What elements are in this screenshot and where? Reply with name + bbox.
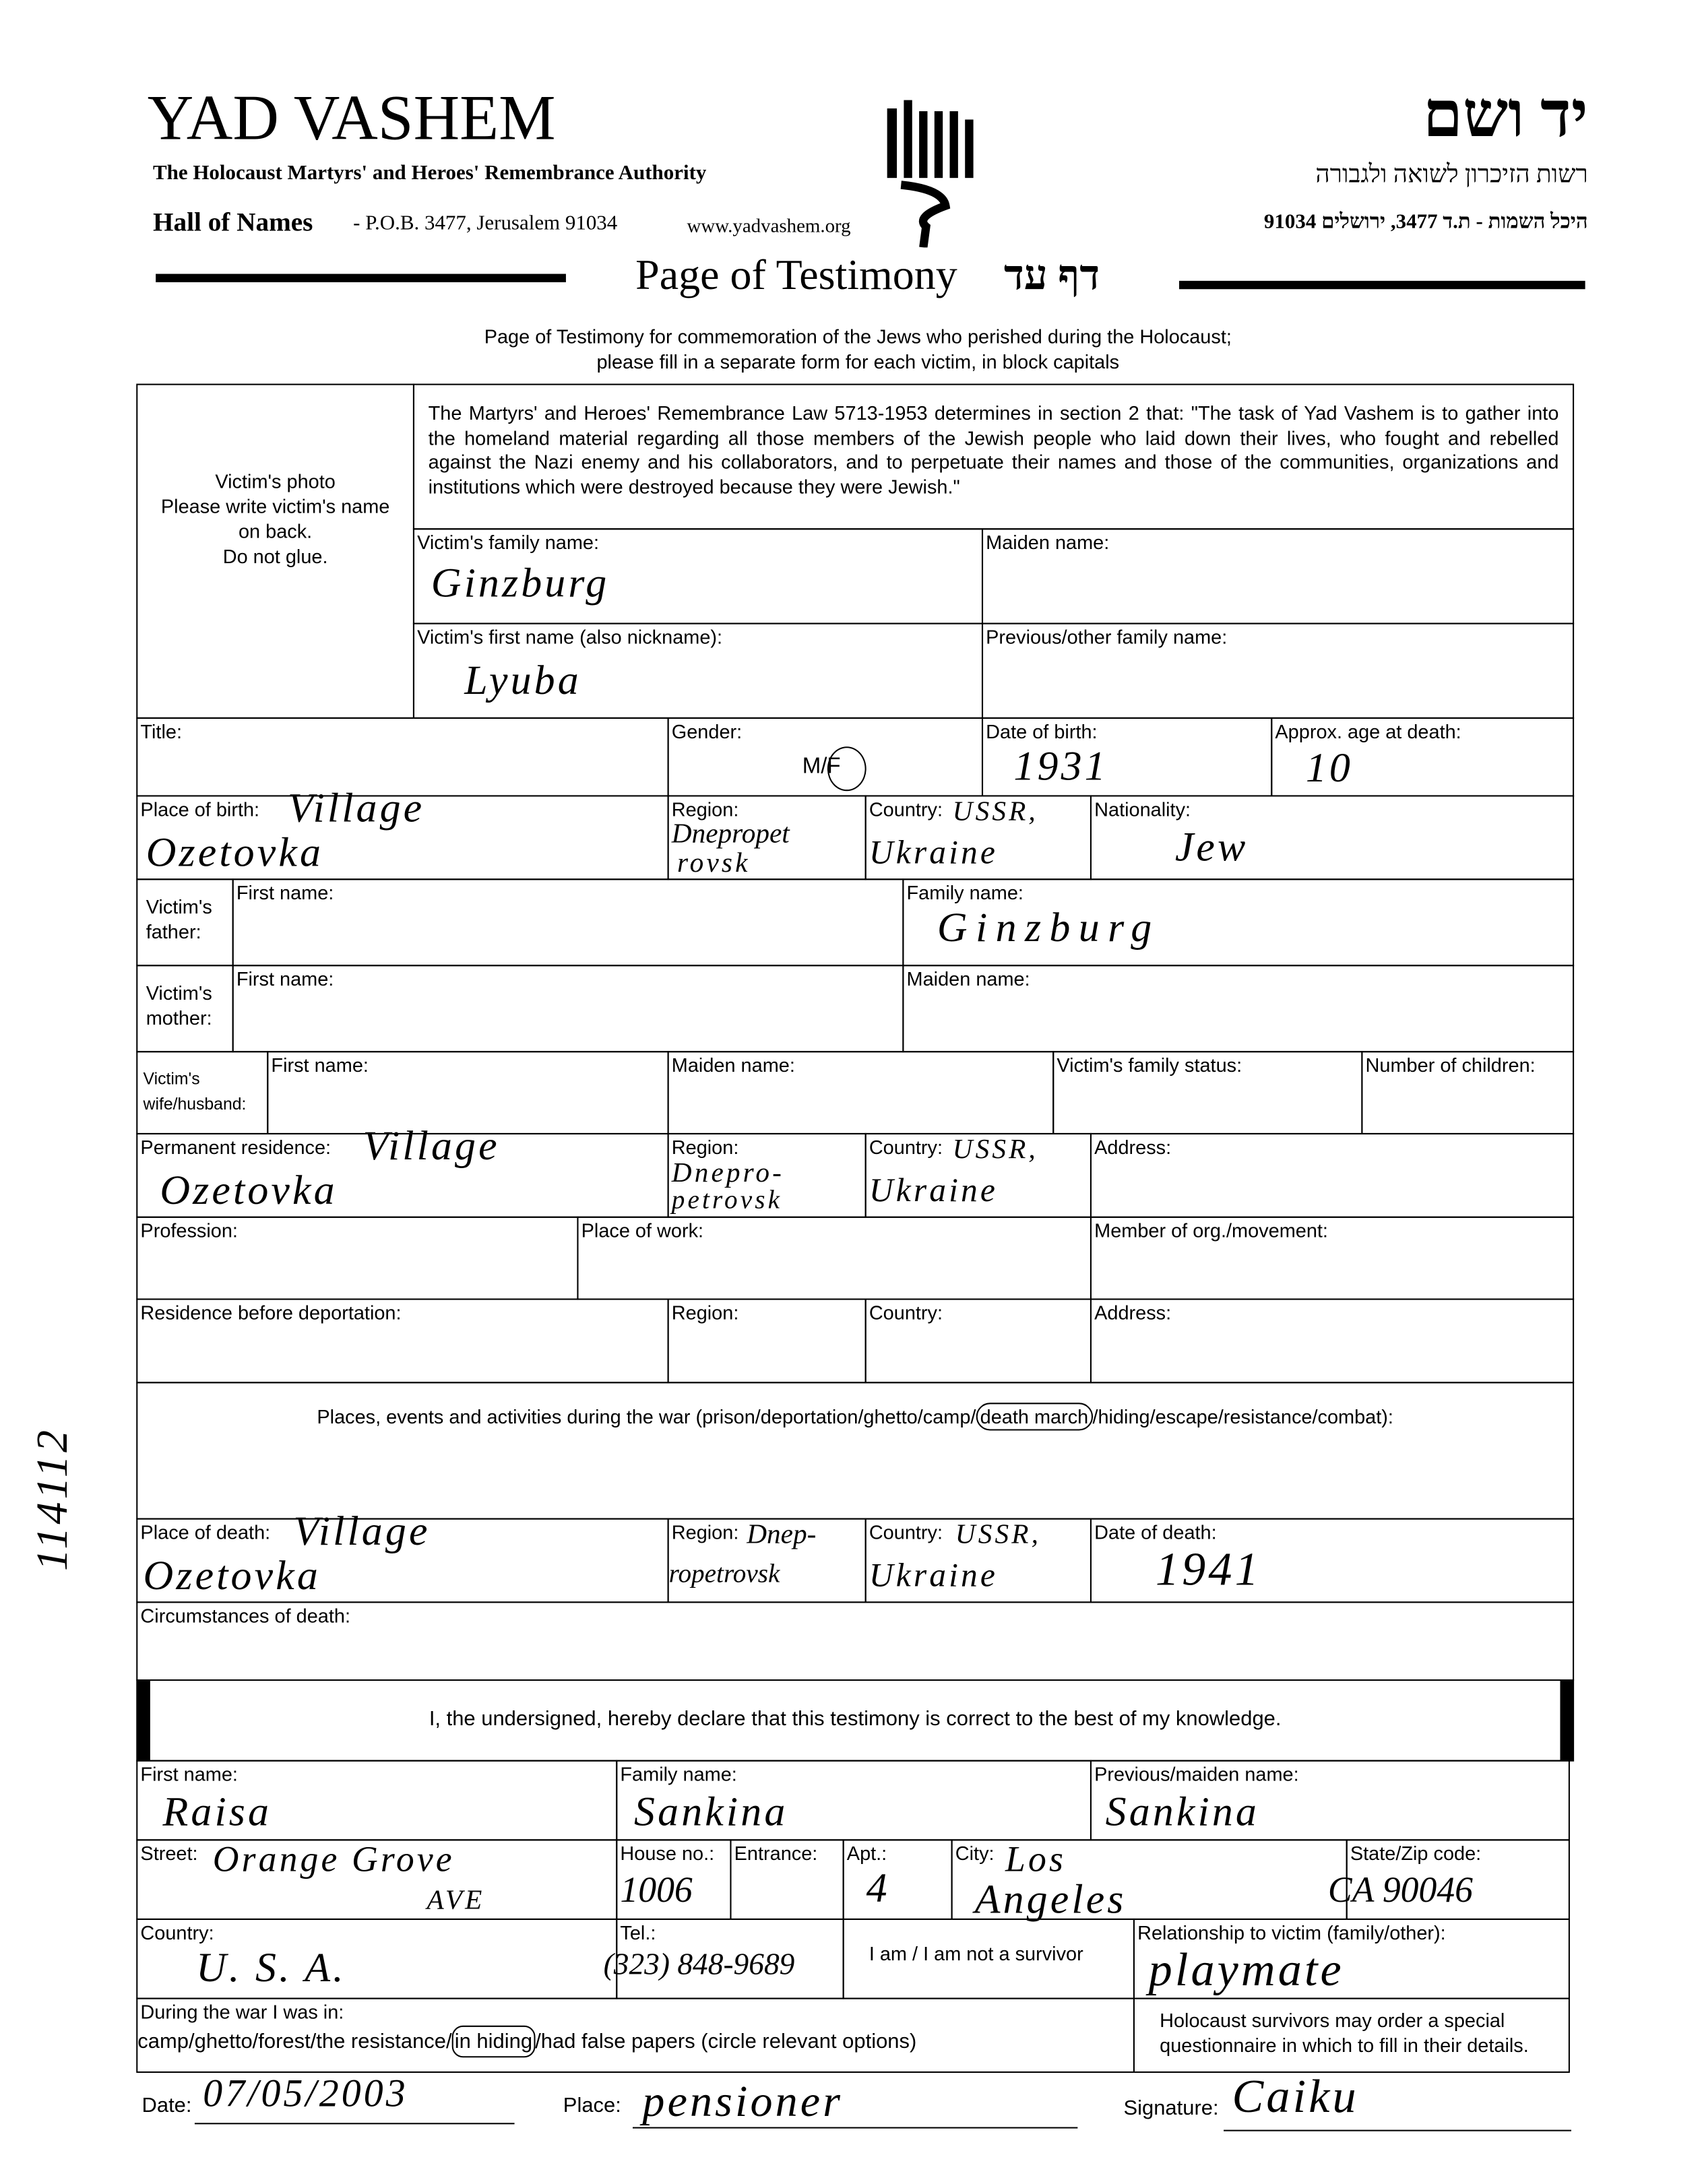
submitter-previous-name-field[interactable] [1090, 1760, 1570, 1841]
label: Permanent residence: [140, 1136, 332, 1159]
submitter-country-field[interactable] [136, 1919, 617, 1999]
label: Number of children: [1365, 1054, 1536, 1077]
photo-instruction-4: Do not glue. [222, 544, 328, 567]
apartment-field[interactable] [843, 1839, 953, 1920]
survivors-note: Holocaust survivors may order a special questionnaire in which to fill in their details. [1160, 2009, 1529, 2057]
label: Relationship to victim (family/other): [1137, 1921, 1446, 1944]
label: Street: [140, 1842, 198, 1865]
label: Address: [1094, 1301, 1172, 1324]
signature[interactable]: Caiku [1232, 2071, 1359, 2123]
label: First name: [271, 1054, 369, 1077]
signature-line [1224, 2130, 1571, 2131]
deport-address-field[interactable] [1090, 1298, 1574, 1383]
value: Dnepropet [671, 818, 790, 849]
org-name-he: יד ושם [1422, 79, 1588, 150]
father-label-cell [136, 878, 233, 966]
profession-field[interactable] [136, 1217, 578, 1300]
victim-first-name-field[interactable] [413, 623, 983, 719]
death-region-field[interactable] [668, 1518, 866, 1603]
mother-maiden-name-field[interactable] [902, 965, 1574, 1052]
dob-field[interactable] [982, 717, 1272, 797]
city-field[interactable] [951, 1839, 1348, 1923]
label: Place of death: [140, 1520, 271, 1543]
value: 1006 [620, 1869, 693, 1910]
yad-vashem-logo-icon [873, 94, 984, 247]
authority-he: רשות הזיכרון לשואה ולגבורה [1315, 160, 1588, 188]
label: Place of birth: [140, 798, 260, 821]
street-field[interactable] [136, 1839, 617, 1920]
label: mother: [146, 1006, 212, 1029]
value: Ginzburg [937, 905, 1160, 951]
label: Profession: [140, 1219, 238, 1242]
value: Lyuba [464, 657, 581, 704]
telephone-field[interactable] [603, 1919, 844, 1999]
gender-f-circle [827, 746, 866, 791]
label: Family name: [620, 1762, 737, 1785]
label: Apt.: [846, 1842, 887, 1865]
photo-cell[interactable] [136, 384, 414, 719]
label: Region: [671, 1136, 739, 1159]
option-text: /had false papers (circle relevant options) [535, 2030, 917, 2054]
pob-country-field[interactable] [865, 795, 1092, 880]
date-label: Date: [141, 2093, 192, 2118]
option-text: camp/ghetto/forest/the resistance/ [137, 2030, 452, 2054]
label: Previous/other family name: [986, 625, 1228, 648]
value: Ginzburg [431, 560, 610, 606]
mother-first-name-field[interactable] [232, 965, 904, 1052]
label: Previous/maiden name: [1094, 1762, 1299, 1785]
label: First name: [236, 881, 334, 904]
gender-field[interactable] [668, 717, 983, 797]
intro-line-1: Page of Testimony for commemoration of the Jews who perished during the Holocaust; [484, 325, 1232, 348]
label: During the war I was in: [140, 2000, 344, 2023]
label: Region: [671, 1301, 739, 1324]
label: Maiden name: [986, 531, 1110, 554]
label: Address: [1094, 1136, 1172, 1159]
label: Maiden name: [671, 1054, 795, 1077]
place-label: Place: [563, 2093, 621, 2118]
label: Title: [140, 719, 182, 743]
circumstances-field[interactable] [136, 1601, 1574, 1681]
value: Village [363, 1123, 500, 1169]
value: Ozetovka [160, 1167, 338, 1214]
value: Sankina [1105, 1789, 1260, 1836]
member-org-field[interactable] [1090, 1217, 1574, 1300]
value: AVE [427, 1885, 485, 1916]
entrance-field[interactable] [730, 1839, 844, 1920]
label: Victim's family status: [1057, 1054, 1242, 1077]
permanent-residence-field[interactable] [136, 1123, 668, 1218]
label: State/Zip code: [1350, 1842, 1482, 1865]
label: House no.: [620, 1842, 715, 1865]
label: Country: [140, 1921, 214, 1944]
previous-name-field[interactable] [982, 623, 1574, 719]
state-zip-field[interactable] [1327, 1839, 1570, 1920]
value: 1931 [1013, 744, 1108, 790]
label: Date of death: [1094, 1520, 1217, 1543]
submitter-first-name-field[interactable] [136, 1760, 617, 1841]
value: Village [288, 785, 425, 832]
label: Victim's [146, 895, 212, 918]
value: Ukraine [869, 1558, 999, 1595]
value: CA 90046 [1327, 1869, 1474, 1910]
submitter-family-name-field[interactable] [616, 1760, 1092, 1841]
gender-options: M/F [802, 754, 841, 779]
value: Orange Grove [212, 1839, 455, 1880]
header-rule-right [1179, 281, 1585, 289]
law-cell [413, 384, 1574, 530]
label: father: [146, 920, 201, 943]
value: U. S. A. [195, 1945, 346, 1991]
value: Dnepro- [671, 1158, 784, 1189]
value: Ukraine [869, 835, 999, 872]
margin-handwritten-number: 114112 [26, 1427, 77, 1571]
value: Village [293, 1508, 431, 1555]
place-of-work-field[interactable] [577, 1217, 1092, 1300]
intro-line-2: please fill in a separate form for each victim, in block capitals [596, 350, 1120, 373]
label: Victim's [143, 1068, 200, 1089]
header-rule-left [156, 274, 566, 282]
authority-en: The Holocaust Martyrs' and Heroes' Remembrance Authority [153, 162, 707, 185]
label: Nationality: [1094, 798, 1191, 821]
value: Dnep- [747, 1519, 817, 1551]
label: City: [955, 1842, 995, 1865]
value: 10 [1305, 745, 1353, 792]
label: Region: [671, 798, 739, 821]
label: /hiding/escape/resistance/combat): [1092, 1405, 1393, 1428]
value: playmate [1148, 1945, 1344, 1997]
deport-country-field[interactable] [865, 1298, 1092, 1383]
place-of-birth-field[interactable] [136, 785, 668, 880]
place-of-death-field[interactable] [136, 1508, 668, 1603]
label: Country: [869, 1301, 943, 1324]
value: Jew [1174, 824, 1249, 870]
value: 1941 [1155, 1544, 1261, 1597]
value: rovsk [677, 847, 751, 879]
value: USSR, [952, 1134, 1038, 1165]
residence-address-field[interactable] [1090, 1133, 1574, 1218]
circled-in-hiding: in hiding [452, 2026, 536, 2057]
label: Gender: [671, 719, 743, 743]
label: Member of org./movement: [1094, 1219, 1328, 1242]
law-text: The Martyrs' and Heroes' Remembrance Law 5713-1953 determines in section 2 that: "The task of Yad Vashem is to gather into the homeland material regarding all those members of the Jewish people who laid down their lives, who fought and rebelled against the Nazi enemy and his collaborators, and to perpetuate their names and those of the communities, organizations and institutions which were destroyed because they were Jewish." [428, 402, 1559, 497]
date-value[interactable]: 07/05/2003 [203, 2072, 408, 2116]
photo-instruction-2: Please write victim's name [160, 494, 390, 517]
label: Region: [671, 1520, 739, 1543]
label: wife/husband: [143, 1094, 247, 1114]
mother-label-cell [136, 965, 233, 1052]
label: Country: [869, 1136, 943, 1159]
nationality-field[interactable] [1090, 795, 1574, 880]
label: Victim's first name (also nickname): [417, 625, 723, 648]
circled-death-march: death march [976, 1403, 1092, 1430]
title-he: דף עד [1003, 253, 1100, 299]
place-line [633, 2127, 1077, 2128]
survivor-status-field[interactable] [843, 1919, 1135, 1999]
victim-family-name-field[interactable] [413, 528, 983, 624]
label: Victim's family name: [417, 531, 600, 554]
value: Angeles [974, 1876, 1127, 1923]
value: Raisa [162, 1789, 272, 1836]
date-of-death-field[interactable] [1090, 1518, 1574, 1603]
relationship-field[interactable] [1133, 1919, 1570, 1999]
address-en: - P.O.B. 3477, Jerusalem 91034 [353, 212, 618, 235]
value: Sankina [634, 1789, 788, 1836]
maiden-name-field[interactable] [982, 528, 1574, 624]
label: Country: [869, 1520, 943, 1543]
declaration-text: I, the undersigned, hereby declare that this testimony is correct to the best of my knowledge. [429, 1707, 1282, 1731]
wartime-places-field[interactable] [136, 1382, 1574, 1519]
label: Maiden name: [906, 967, 1030, 990]
value: Ozetovka [143, 1553, 321, 1599]
label: Circumstances of death: [140, 1604, 350, 1627]
death-country-field[interactable] [865, 1518, 1092, 1603]
label: Family name: [906, 881, 1023, 904]
value: 4 [866, 1865, 890, 1912]
value: Los [1005, 1839, 1066, 1880]
signature-label: Signature: [1123, 2096, 1219, 2121]
value: petrovsk [671, 1186, 783, 1215]
father-family-name-field[interactable] [902, 878, 1574, 966]
value: Ozetovka [146, 830, 324, 876]
children-field[interactable] [1361, 1051, 1574, 1134]
father-first-name-field[interactable] [232, 878, 904, 966]
residence-before-deportation-field[interactable] [136, 1298, 668, 1383]
survivor-options: I am / I am not a survivor [869, 1941, 1083, 1965]
residence-region-field[interactable] [668, 1133, 866, 1218]
label: Victim's [146, 981, 212, 1004]
spouse-label-cell [136, 1051, 268, 1134]
photo-instruction-1: Victim's photo [215, 470, 336, 492]
label: First name: [236, 967, 334, 990]
deport-region-field[interactable] [668, 1298, 866, 1383]
spouse-maiden-name-field[interactable] [668, 1051, 1054, 1134]
label: Place of work: [581, 1219, 704, 1242]
label: First name: [140, 1762, 238, 1785]
value: USSR, [955, 1519, 1042, 1551]
house-number-field[interactable] [616, 1839, 731, 1920]
survivors-note-cell [1133, 1998, 1570, 2073]
label: Approx. age at death: [1275, 719, 1461, 743]
family-status-field[interactable] [1052, 1051, 1362, 1134]
age-field[interactable] [1271, 717, 1574, 797]
value: (323) 848-9689 [603, 1946, 795, 1981]
photo-instruction-3: on back. [238, 519, 313, 542]
website: www.yadvashem.org [687, 216, 851, 238]
date-line [195, 2123, 515, 2124]
label: Places, events and activities during the war (prison/deportation/ghetto/camp/ [317, 1405, 976, 1428]
label: Entrance: [734, 1842, 818, 1865]
declaration-band [136, 1679, 1574, 1762]
value: Ukraine [869, 1173, 999, 1210]
title-en: Page of Testimony [635, 250, 957, 299]
org-name-en: YAD VASHEM [147, 82, 556, 154]
residence-country-field[interactable] [865, 1133, 1092, 1218]
pob-region-field[interactable] [668, 795, 866, 880]
label: Tel.: [620, 1921, 656, 1944]
hall-of-names: Hall of Names [153, 208, 313, 238]
value: ropetrovsk [668, 1560, 780, 1589]
label: Date of birth: [986, 719, 1098, 743]
value: USSR, [952, 796, 1038, 827]
label: Country: [869, 798, 943, 821]
wartime-situation-field[interactable] [136, 1998, 1135, 2073]
place-value[interactable]: pensioner [642, 2076, 844, 2126]
address-he: היכל השמות - ת.ד 3477, ירושלים 91034 [1263, 211, 1588, 234]
spouse-first-name-field[interactable] [267, 1051, 668, 1134]
title-field[interactable] [136, 717, 668, 797]
label: Residence before deportation: [140, 1301, 402, 1324]
